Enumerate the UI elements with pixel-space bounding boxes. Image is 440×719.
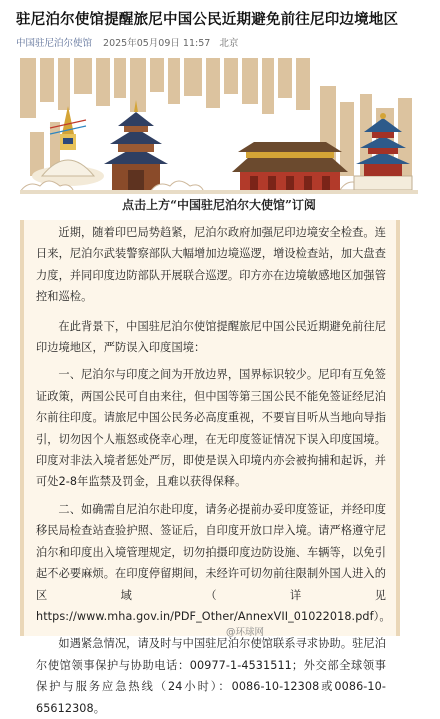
article-paragraph: 一、尼泊尔与印度之间为开放边界，国界标识较少。尼印有互免签证政策，两国公民可自由来往，但中国等第三国公民不能免签证经尼泊尔前往印度。请旅尼中国公民务必高度重视，不要盲目听从当地向导指引，切勿因个人瓶怒或侥幸心理，在无印度签证情况下误入印度国境。印度对非法入境者惩处严厉，即使是误入印境内亦会被拘捕和起诉，并可处2-8年监禁及罚金，且难以获得保释。 bbox=[36, 368, 386, 489]
skyline-silhouette bbox=[20, 58, 412, 176]
article-location: 北京 bbox=[219, 38, 239, 49]
banner-illustration bbox=[20, 58, 418, 210]
article-meta bbox=[16, 35, 238, 49]
article-paragraph: 二、如确需自尼泊尔赴印度，请务必提前办妥印度签证，并经印度移民局检查站查验护照、签证后，自印度开放口岸入境。请严格遵守尼泊尔和印度出入境管理规定，切勿拍摄印度边防设施、车辆等，以免引起不必要麻烦。在印度停留期间，未经许可切勿前往限制外国人进入的区域（详见https://www.mha.gov.in/PDF_Other/AnnexVII_01022018.pdf）。 bbox=[36, 502, 391, 623]
article-title: 驻尼泊尔使馆提醒旅尼中国公民近期避免前往尼印边境地区 bbox=[16, 12, 399, 28]
article-body bbox=[20, 220, 400, 715]
pagoda-icon bbox=[104, 100, 168, 190]
article-source-link[interactable]: 中国驻尼泊尔使馆 bbox=[16, 38, 93, 49]
article-date: 2025年05月09日 11:57 bbox=[103, 38, 211, 49]
palace-icon bbox=[232, 142, 348, 192]
article-paragraph: 在此背景下，中国驻尼泊尔使馆提醒旅尼中国公民近期避免前往尼印边境地区，严防误入印度国境： bbox=[36, 319, 386, 355]
article-paragraph: 近期，随着印巴局势趋紧，尼泊尔政府加强尼印边境安全检查。连日来，尼泊尔武装警察部队大幅增加边境巡逻，增设检查站，加大盘查力度，并同印度边防部队开展联合巡逻。印方亦在边境敏感地区加强管控和巡检。 bbox=[36, 226, 386, 304]
watermark: @环球网 bbox=[226, 627, 265, 638]
banner-caption: 点击上方“中国驻尼泊尔大使馆”订阅 bbox=[122, 198, 316, 212]
article-paragraph: 如遇紧急情况，请及时与中国驻尼泊尔使馆联系寻求协助。驻尼泊尔使馆领事保护与协助电话：00977-1-4531511；外交部全球领事保护与服务应急热线（24小时）：0086-10-12308或0086-10-65612308。 bbox=[36, 637, 386, 715]
